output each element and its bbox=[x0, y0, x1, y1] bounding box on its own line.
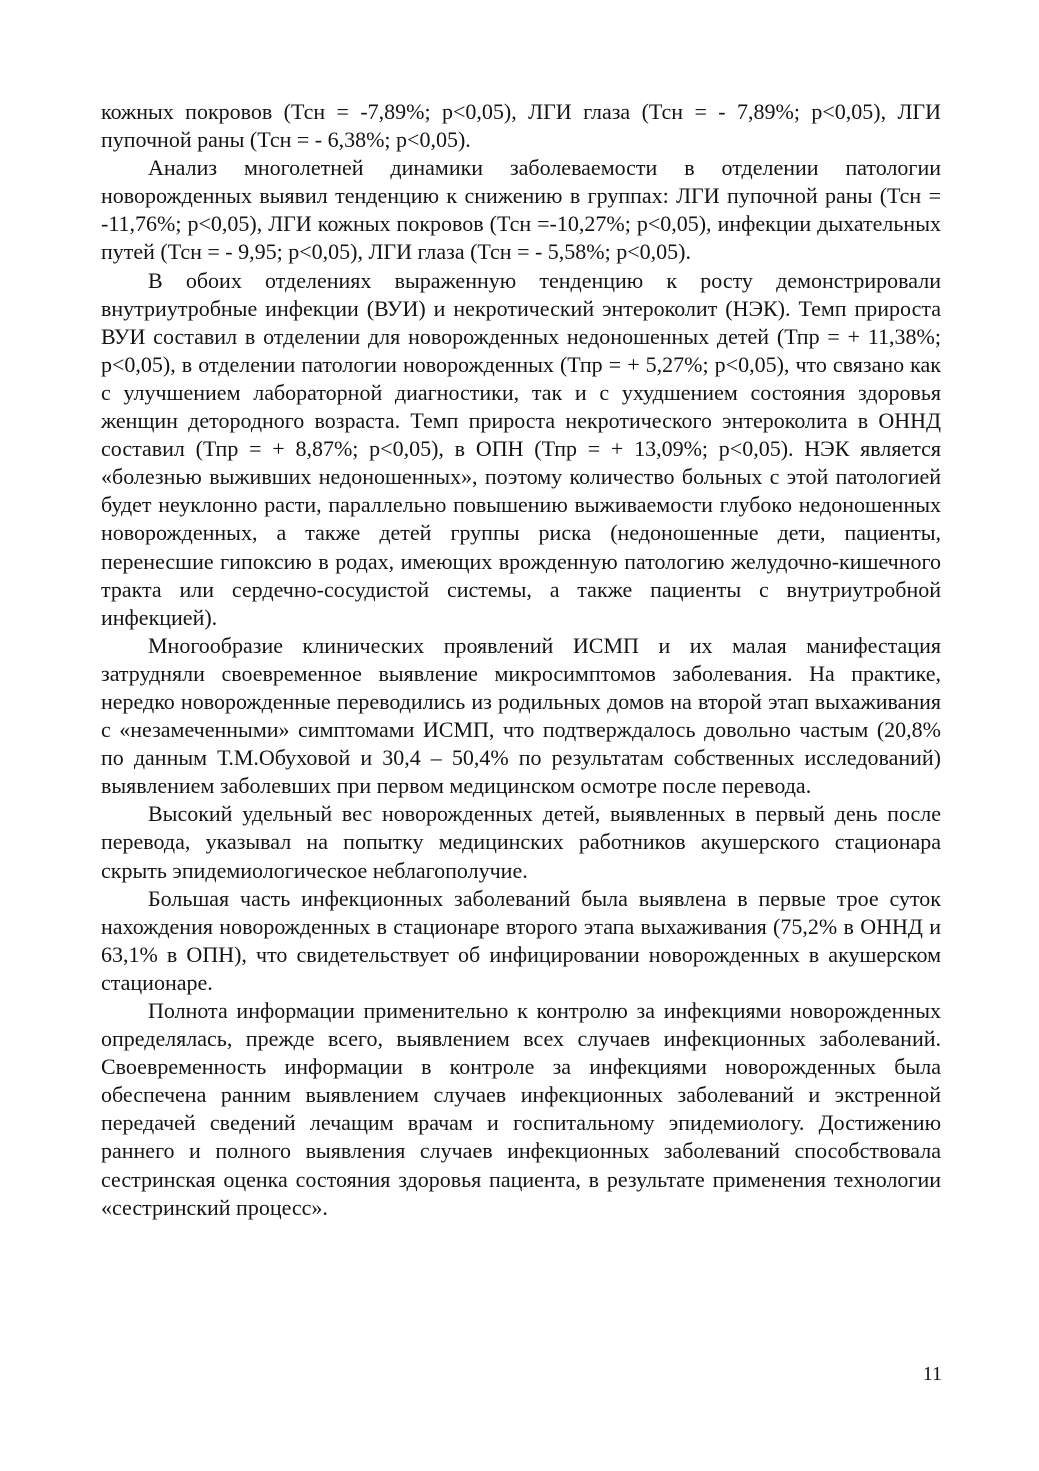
paragraph-first-day-detection: Высокий удельный вес новорожденных детей, выявленных в первый день после перевода, указывал на попытку медицинских работников акушерского стационара скрыть эпидемиологическое неблагополучие. bbox=[101, 801, 941, 883]
page-number: 11 bbox=[922, 1363, 942, 1385]
paragraph-growth-trend: В обоих отделениях выраженную тенденцию к росту демонстрировали внутриутробные инфекции (ВУИ) и некротический энтероколит (НЭК). Темп прироста ВУИ составил в отделении для новорожденных недоношенных детей (Тпр = + 11,38%; p<0,05), в отделении патологии новорожденных (Тпр = + 5,27%; p<0,05), что связано как с улучшением лабораторной диагностики, так и с ухудшением состояния здоровья женщин детородного возраста. Темп прироста некротического энтероколита в ОННД составил (Тпр = + 8,87%; p<0,05), в ОПН (Тпр = + 13,09%; p<0,05). НЭК является «болезнью выживших недоношенных», поэтому количество больных с этой патологией будет неуклонно расти, параллельно повышению выживаемости глубоко недоношенных новорожденных, а также детей группы риска (недоношенные дети, пациенты, перенесшие гипоксию в родах, имеющих врожденную патологию желудочно-кишечного тракта или сердечно-сосудистой системы, а также пациенты с внутриутробной инфекцией). bbox=[101, 267, 941, 630]
paragraph-information-completeness: Полнота информации применительно к контролю за инфекциями новорожденных определялась, прежде всего, выявлением всех случаев инфекционных заболеваний. Своевременность информации в контроле за инфекциями новорожденных была обеспечена ранним выявлением случаев инфекционных заболеваний и экстренной передачей сведений лечащим врачам и госпитальному эпидемиологу. Достижению раннего и полного выявления случаев инфекционных заболеваний способствовала сестринская оценка состояния здоровья пациента, в результате применения технологии «сестринский процесс». bbox=[101, 998, 941, 1220]
paragraph-dynamics-analysis: Анализ многолетней динамики заболеваемости в отделении патологии новорожденных выявил тенденцию к снижению в группах: ЛГИ пупочной раны (Тсн = -11,76%; p<0,05), ЛГИ кожных покровов (Тсн =-10,27%; p<0,05), инфекции дыхательных путей (Тсн = - 9,95; p<0,05), ЛГИ глаза (Тсн = - 5,58%; p<0,05). bbox=[101, 155, 941, 265]
paragraph-first-three-days: Большая часть инфекционных заболеваний была выявлена в первые трое суток нахождения новорожденных в стационаре второго этапа выхаживания (75,2% в ОННД и 63,1% в ОПН), что свидетельствует об инфицировании новорожденных в акушерском стационаре. bbox=[101, 885, 941, 995]
text-body bbox=[101, 98, 941, 1222]
paragraph-continuation: кожных покровов (Тсн = -7,89%; p<0,05), ЛГИ глаза (Тсн = - 7,89%; p<0,05), ЛГИ пупочной раны (Тсн = - 6,38%; p<0,05). bbox=[101, 99, 941, 153]
paragraph-clinical-manifestations: Многообразие клинических проявлений ИСМП и их малая манифестация затрудняли своевременное выявление микросимптомов заболевания. На практике, нередко новорожденные переводились из родильных домов на второй этап выхаживания с «незамеченными» симптомами ИСМП, что подтверждалось довольно частым (20,8% по данным Т.М.Обуховой и 30,4 – 50,4% по результатам собственных исследований) выявлением заболевших при первом медицинском осмотре после перевода. bbox=[101, 632, 941, 799]
